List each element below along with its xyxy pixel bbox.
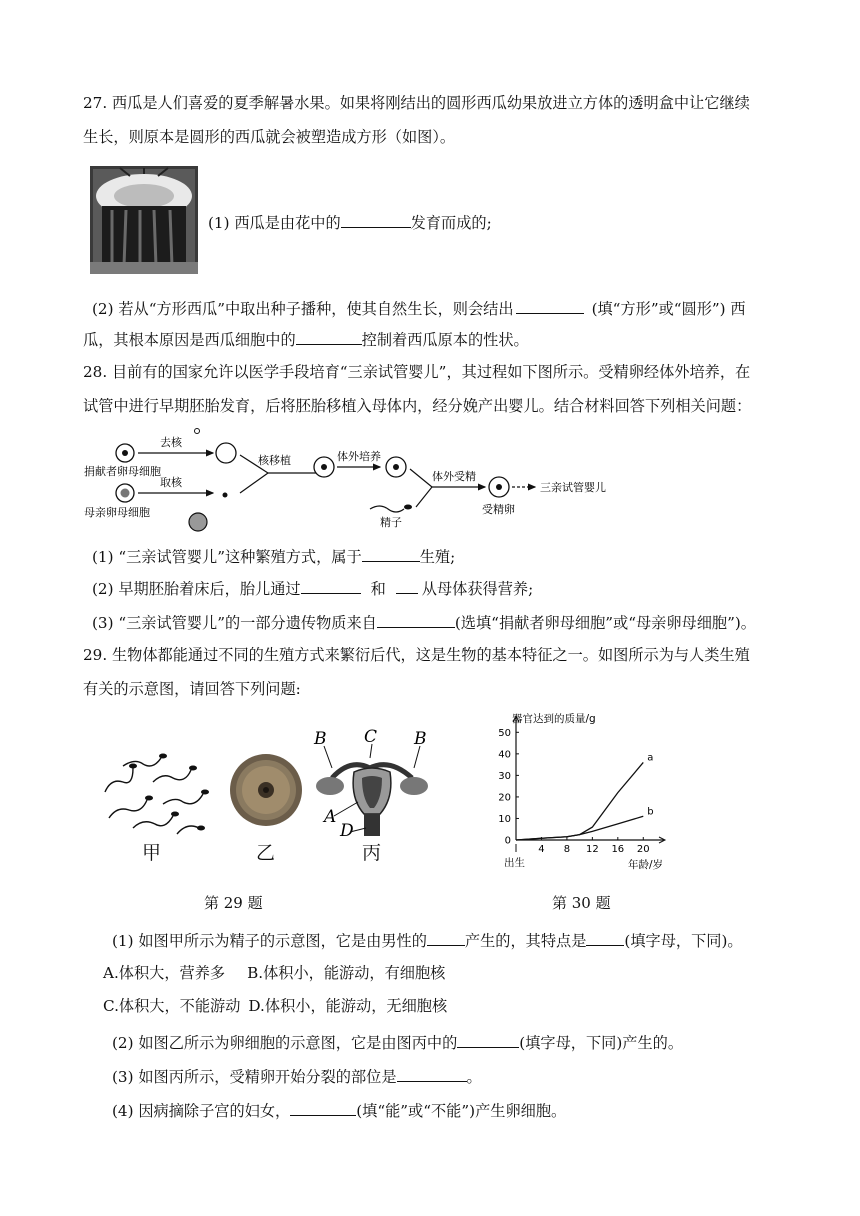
mother-egg-label: 母亲卵母细胞: [84, 506, 150, 519]
q27-sub2-text-a: (2) 若从“方形西瓜”中取出种子播种，使其自然生长，则会结出: [92, 300, 514, 318]
q29-line2: 有关的示意图，请回答下列问题:: [83, 680, 301, 698]
q27-sub1: [208, 210, 492, 234]
q27-sub2-text-b: (填“方形”或“圆形”) 西: [591, 300, 746, 318]
answer-blank[interactable]: [290, 1098, 356, 1116]
chart-svg: [488, 708, 678, 880]
label-C: C: [364, 728, 378, 747]
q29-sub3-text-a: (3) 如图丙所示，受精卵开始分裂的部位是: [112, 1068, 397, 1086]
q28-line1: 28. 目前有的国家允许以医学手段培育“三亲试管婴儿”，其过程如下图所示。受精卵经体外培养，在: [83, 363, 751, 381]
zygote-cell: [489, 477, 509, 497]
q28-sub2: [92, 576, 533, 600]
three-parent-baby-label: 三亲试管婴儿: [540, 481, 606, 494]
q27-line2: 生长，则原本是圆形的西瓜就会被塑造成方形（如图）。: [83, 128, 456, 146]
q29-sub2-text-b: (填字母，下同)产生的。: [519, 1034, 684, 1052]
matured-egg: [386, 457, 406, 477]
remove-nucleus-label: 去核: [160, 436, 182, 449]
q28-line2: 试管中进行早期胚胎发育，后将胚胎移植入母体内，经分娩产出婴儿。结合材料回答下列相关问题：: [83, 397, 752, 415]
label-A: A: [324, 807, 337, 827]
answer-blank[interactable]: [516, 296, 584, 314]
q27-sub2-line2: [83, 327, 529, 351]
x-origin-label: 出生: [504, 857, 525, 869]
series-label-b: b: [647, 806, 654, 818]
q28-sub1-text-b: 生殖;: [419, 548, 456, 566]
q27-sub1-text-b: 发育而成的;: [410, 214, 492, 232]
x-tick-label: 20: [636, 844, 650, 855]
mother-egg-cell: [116, 484, 134, 502]
q29-options-row1: [103, 962, 445, 984]
sperm-label: 精子: [380, 516, 402, 529]
q28-sub2-text-b: 和: [370, 580, 386, 598]
in-vitro-fertilization-label: 体外受精: [432, 470, 476, 483]
q29-options-row2: [103, 995, 447, 1017]
sperm-illustration: [103, 748, 213, 836]
q29-sub2-text-a: (2) 如图乙所示为卵细胞的示意图，它是由图丙中的: [112, 1034, 458, 1052]
answer-blank[interactable]: [586, 928, 624, 946]
in-vitro-culture-label: 体外培养: [337, 450, 381, 463]
option-A[interactable]: A.体积大，营养多: [103, 964, 226, 982]
q29-sub3: [112, 1064, 482, 1088]
q27-sub2-text-d: 控制着西瓜原本的性状。: [361, 331, 529, 349]
y-tick-label: 30: [498, 770, 511, 782]
q27-line1: 27. 西瓜是人们喜爱的夏季解暑水果。如果将刚结出的圆形西瓜幼果放进立方体的透明盒中让它继续: [83, 94, 750, 112]
x-tick-label: 4: [538, 844, 545, 855]
answer-blank[interactable]: [341, 210, 411, 228]
option-C[interactable]: C.体积大，不能游动: [103, 997, 241, 1015]
q28-sub2-text-a: (2) 早期胚胎着床后，胎儿通过: [92, 580, 301, 598]
option-B[interactable]: B.体积小，能游动，有细胞核: [247, 964, 446, 982]
q29-line1: 29. 生物体都能通过不同的生殖方式来繁衍后代，这是生物的基本特征之一。如图所示为与人类生殖: [83, 646, 750, 664]
y-axis-label: 器官达到的质量/g: [512, 713, 596, 725]
nuclear-transfer-label: 核移植: [258, 454, 291, 467]
fig-label-jia: 甲: [142, 842, 162, 864]
caption-29: 第 29 题: [204, 894, 263, 912]
y-tick-label: 40: [498, 749, 511, 761]
donor-egg-label: 捐献者卵母细胞: [84, 465, 161, 478]
fig-label-yi: 乙: [256, 842, 276, 864]
answer-blank[interactable]: [396, 576, 418, 594]
q28-sub2-text-c: 从母体获得营养;: [421, 580, 534, 598]
q27-sub2-line1: [92, 296, 746, 320]
q29-sub1: [112, 928, 743, 952]
sperm-icon: [370, 505, 412, 513]
y-tick-label: 0: [504, 835, 511, 847]
q29-sub1-text-c: (填字母，下同)。: [624, 932, 743, 950]
answer-blank[interactable]: [296, 327, 362, 345]
q29-sub1-text-b: 产生的，其特点是: [464, 932, 587, 950]
q27-sub1-text-a: (1) 西瓜是由花中的: [208, 214, 341, 232]
series-line-b: [516, 816, 643, 840]
option-D[interactable]: D.体积小，能游动，无细胞核: [248, 997, 448, 1015]
q28-sub3-text-a: (3) “三亲试管婴儿”的一部分遗传物质来自: [92, 614, 377, 632]
q29-sub4-text-b: (填“能”或“不能”)产生卵细胞。: [356, 1102, 567, 1120]
leftover-mother-egg: [189, 513, 207, 531]
q29-sub2: [112, 1030, 683, 1054]
x-tick-label: 16: [611, 844, 625, 855]
y-tick-label: 50: [498, 727, 511, 739]
enucleated-egg: [216, 443, 236, 463]
zygote-label: 受精卵: [482, 503, 515, 516]
q28-sub3: [92, 610, 756, 634]
series-label-a: a: [647, 752, 654, 764]
x-tick-label: 12: [585, 844, 599, 855]
q29-sub1-text-a: (1) 如图甲所示为精子的示意图，它是由男性的: [112, 932, 427, 950]
donor-egg-cell: [116, 444, 134, 462]
take-nucleus-label: 取核: [160, 476, 182, 489]
answer-blank[interactable]: [427, 928, 465, 946]
fig-label-bing: 丙: [362, 842, 382, 864]
y-tick-label: 10: [498, 813, 511, 825]
reconstructed-egg: [314, 457, 334, 477]
q29-sub4: [112, 1098, 566, 1122]
answer-blank[interactable]: [377, 610, 455, 628]
isolated-nucleus: [223, 493, 228, 498]
q28-sub1-text-a: (1) “三亲试管婴儿”这种繁殖方式，属于: [92, 548, 362, 566]
label-B-left: B: [314, 729, 327, 749]
x-tick-label: 8: [563, 844, 571, 855]
answer-blank[interactable]: [301, 576, 361, 594]
egg-cell-illustration: [228, 752, 304, 828]
q28-sub3-text-b: (选填“捐献者卵母细胞”或“母亲卵母细胞”)。: [454, 614, 756, 632]
answer-blank[interactable]: [362, 544, 420, 562]
q29-sub3-text-b: 。: [466, 1068, 482, 1086]
caption-30: 第 30 题: [552, 894, 611, 912]
q27-sub2-text-c: 瓜，其根本原因是西瓜细胞中的: [83, 331, 296, 349]
label-D: D: [340, 821, 354, 840]
female-reproductive-system-illustration: [310, 728, 440, 840]
square-watermelon-photo: [90, 166, 198, 274]
y-tick-label: 20: [498, 792, 511, 804]
three-parent-ivf-diagram: [80, 425, 640, 535]
q28-sub1: [92, 544, 455, 568]
answer-blank[interactable]: [397, 1064, 467, 1082]
answer-blank[interactable]: [457, 1030, 519, 1048]
q29-sub4-text-a: (4) 因病摘除子宫的妇女，: [112, 1102, 291, 1120]
x-axis-label: 年龄/岁: [628, 859, 664, 871]
organ-mass-chart: [488, 708, 678, 880]
label-B-right: B: [414, 729, 427, 749]
series-line-a: [516, 762, 643, 840]
